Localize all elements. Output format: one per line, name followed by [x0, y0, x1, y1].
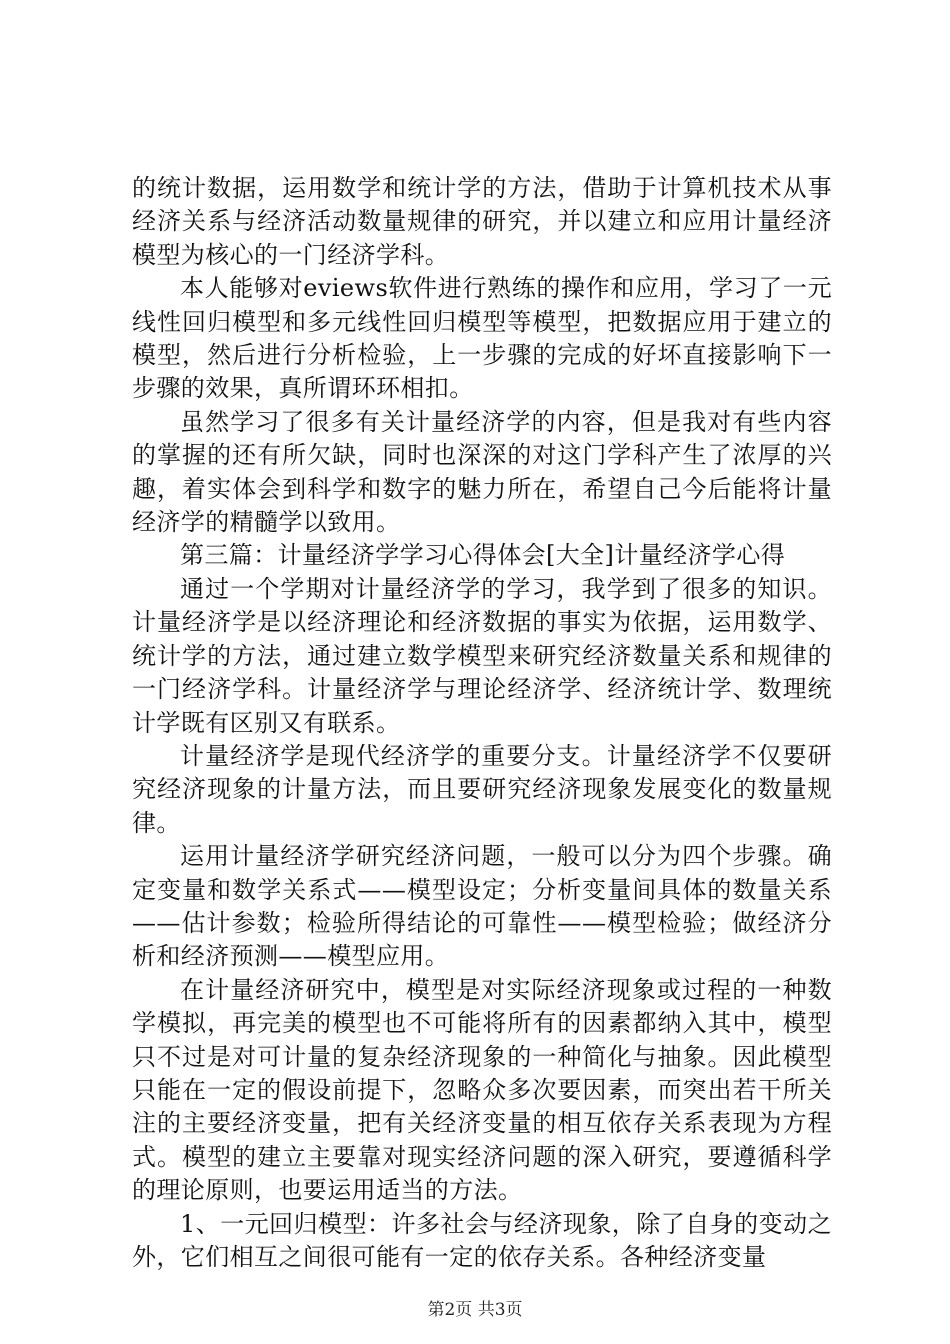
section-heading: 第三篇：计量经济学学习心得体会[大全]计量经济学心得: [180, 541, 786, 570]
paragraph-3: 虽然学习了很多有关计量经济学的内容，但是我对有些内容的掌握的还有所欠缺，同时也深深的对这门学科产生了浓厚的兴趣，着实体会到科学和数字的魅力所在，希望自己今后能将计量经济学的精髓学以致用。: [132, 407, 832, 537]
page-footer: 第2页 共3页: [427, 1300, 523, 1320]
paragraph-6: 计量经济学是现代经济学的重要分支。计量经济学不仅要研究经济现象的计量方法，而且要研究经济现象发展变化的数量规律。: [132, 741, 832, 837]
paragraph-2: 本人能够对eviews软件进行熟练的操作和应用，学习了一元线性回归模型和多元线性回归模型等模型，把数据应用于建立的模型，然后进行分析检验，上一步骤的完成的好坏直接影响下一步骤的效果，真所谓环环相扣。: [132, 274, 832, 403]
document-body: [132, 172, 832, 1274]
paragraph-1: 的统计数据，运用数学和统计学的方法，借助于计算机技术从事经济关系与经济活动数量规律的研究，并以建立和应用计量经济模型为核心的一门经济学科。: [132, 174, 832, 269]
paragraph-7: 运用计量经济学研究经济问题，一般可以分为四个步骤。确定变量和数学关系式——模型设定；分析变量间具体的数量关系——估计参数；检验所得结论的可靠性——模型检验；做经济分析和经济预测——模型应用。: [132, 842, 832, 971]
paragraph-5: 通过一个学期对计量经济学的学习，我学到了很多的知识。计量经济学是以经济理论和经济数据的事实为依据，运用数学、统计学的方法，通过建立数学模型来研究经济数量关系和规律的一门经济学科。计量经济学与理论经济学、经济统计学、数理统计学既有区别又有联系。: [132, 574, 832, 737]
paragraph-8: 在计量经济研究中，模型是对实际经济现象或过程的一种数学模拟，再完美的模型也不可能将所有的因素都纳入其中，模型只不过是对可计量的复杂经济现象的一种简化与抽象。因此模型只能在一定的假设前提下，忽略众多次要因素，而突出若干所关注的主要经济变量，把有关经济变量的相互依存关系表现为方程式。模型的建立主要靠对现实经济问题的深入研究，要遵循科学的理论原则，也要运用适当的方法。: [132, 975, 832, 1205]
paragraph-9: 1、一元回归模型：许多社会与经济现象，除了自身的变动之外，它们相互之间很可能有一定的依存关系。各种经济变量: [132, 1209, 832, 1271]
